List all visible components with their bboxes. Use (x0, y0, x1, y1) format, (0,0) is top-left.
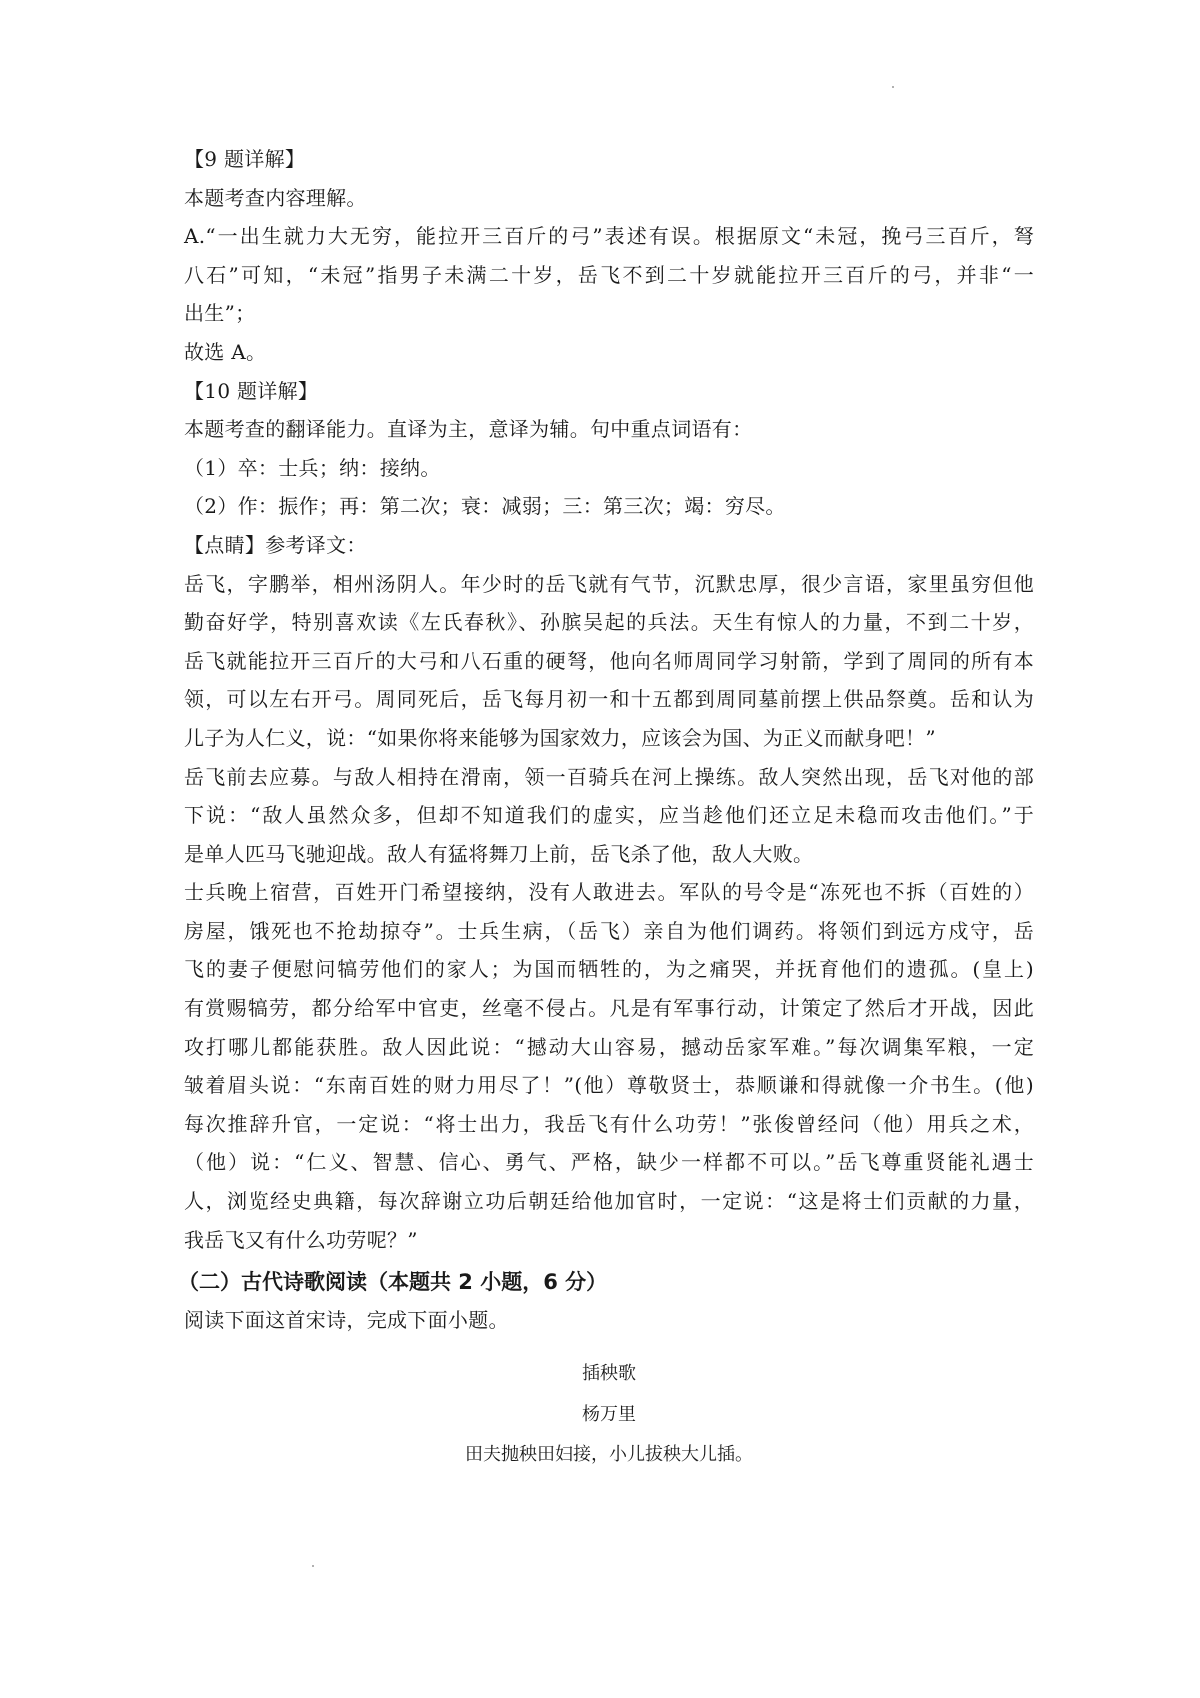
translation-line: 下说：“敌人虽然众多，但却不知道我们的虚实，应当趁他们还立足未稳而攻击他们。”于 (184, 803, 1034, 828)
translation-line: 士兵晚上宿营，百姓开门希望接纳，没有人敢进去。军队的号令是“冻死也不拆（百姓的） (184, 880, 1034, 905)
translation-line: 房屋，饿死也不抢劫掠夺”。士兵生病，（岳飞）亲自为他们调药。将领们到远方戍守，岳 (184, 918, 1034, 943)
translation-line: 每次推辞升官，一定说：“将士出力，我岳飞有什么功劳！”张俊曾经问（他）用兵之术， (184, 1111, 1034, 1136)
translation-line: 是单人匹马飞驰迎战。敌人有猛将舞刀上前，岳飞杀了他，敌人大败。 (184, 841, 814, 866)
poem-title: 插秧歌 (582, 1362, 636, 1384)
translation-line: 领，可以左右开弓。周同死后，岳飞每月初一和十五都到周同墓前摆上供品祭奠。岳和认为 (184, 687, 1034, 712)
scan-speck-bottom (312, 1565, 314, 1567)
q9-line: A.“一出生就力大无穷，能拉开三百斤的弓”表述有误。根据原文“未冠，挽弓三百斤，弩 (184, 224, 1034, 249)
translation-line: 皱着眉头说：“东南百姓的财力用尽了！”(他）尊敬贤士，恭顺谦和得就像一介书生。(他) (184, 1073, 1034, 1098)
q9-line: 本题考查内容理解。 (184, 185, 367, 210)
translation-line: 飞的妻子便慰问犒劳他们的家人；为国而牺牲的，为之痛哭，并抚育他们的遗孤。(皇上) (184, 957, 1034, 982)
translation-line: 勤奋好学，特别喜欢读《左氏春秋》、孙膑吴起的兵法。天生有惊人的力量，不到二十岁， (184, 610, 1034, 635)
translation-header: 【点睛】参考译文： (184, 532, 367, 557)
q9-line: 八石”可知，“未冠”指男子未满二十岁，岳飞不到二十岁就能拉开三百斤的弓，并非“一 (184, 262, 1034, 287)
poem-author: 杨万里 (582, 1403, 636, 1425)
translation-line: 儿子为人仁义，说：“如果你将来能够为国家效力，应该会为国、为正义而献身吧！” (184, 725, 936, 750)
translation-line: 岳飞就能拉开三百斤的大弓和八石重的硬弩，他向名师周同学习射箭，学到了周同的所有本 (184, 648, 1034, 673)
translation-line: 岳飞前去应募。与敌人相持在滑南，领一百骑兵在河上操练。敌人突然出现，岳飞对他的部 (184, 764, 1034, 789)
translation-line: 攻打哪儿都能获胜。敌人因此说：“撼动大山容易，撼动岳家军难。”每次调集军粮，一定 (184, 1034, 1034, 1059)
q10-header: 【10 题详解】 (184, 378, 319, 403)
q9-header: 【9 题详解】 (184, 147, 306, 171)
q10-line: （2）作：振作；再：第二次；衰：减弱；三：第三次；竭：穷尽。 (184, 494, 786, 519)
q9-line: 故选 A。 (184, 339, 267, 364)
section-heading: （二）古代诗歌阅读（本题共 2 小题，6 分） (178, 1270, 608, 1295)
q10-line: 本题考查的翻译能力。直译为主，意译为辅。句中重点词语有： (184, 417, 753, 442)
document-page (178, 140, 1034, 1468)
scan-speck-top (892, 86, 894, 88)
translation-line: 有赏赐犒劳，都分给军中官吏，丝毫不侵占。凡是有军事行动，计策定了然后才开战，因此 (184, 996, 1034, 1021)
poem-line: 田夫抛秧田妇接，小儿拔秧大儿插。 (465, 1443, 753, 1465)
translation-line: 岳飞，字鹏举，相州汤阴人。年少时的岳飞就有气节，沉默忠厚，很少言语，家里虽穷但他 (184, 571, 1034, 596)
translation-line: 人，浏览经史典籍，每次辞谢立功后朝廷给他加官时，一定说：“这是将士们贡献的力量， (184, 1189, 1034, 1214)
q9-line: 出生”； (184, 301, 256, 326)
translation-line: （他）说：“仁义、智慧、信心、勇气、严格，缺少一样都不可以。”岳飞尊重贤能礼遇士 (184, 1150, 1034, 1175)
translation-line: 我岳飞又有什么功劳呢？” (184, 1227, 418, 1252)
section-instruction: 阅读下面这首宋诗，完成下面小题。 (184, 1308, 509, 1333)
q10-line: （1）卒：士兵；纳：接纳。 (184, 455, 441, 480)
